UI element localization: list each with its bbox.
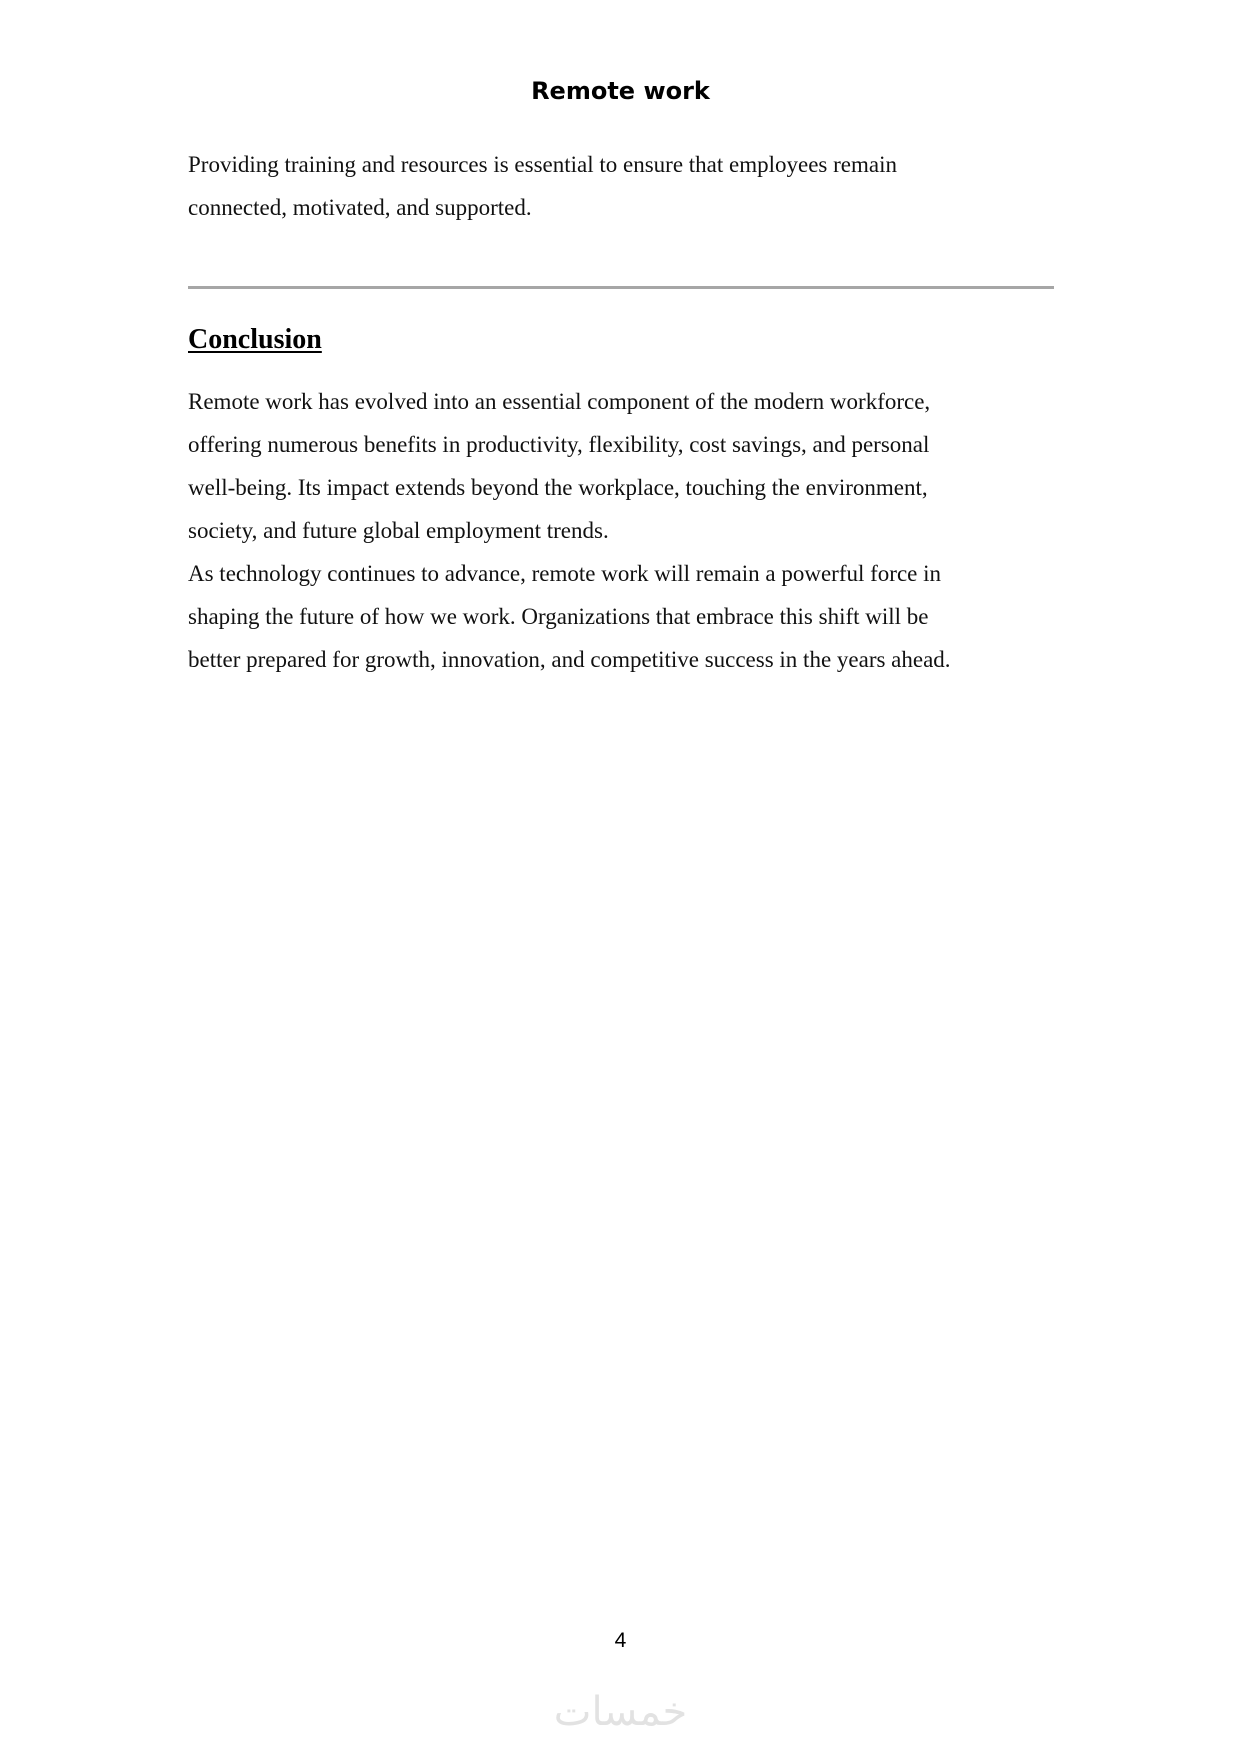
conclusion-line: better prepared for growth, innovation, and competitive success in the years ahead. <box>188 647 951 672</box>
conclusion-heading: Conclusion <box>188 324 322 355</box>
intro-line: connected, motivated, and supported. <box>188 195 532 220</box>
conclusion-line: society, and future global employment trends. <box>188 518 609 543</box>
intro-line: Providing training and resources is essential to ensure that employees remain <box>188 152 897 177</box>
conclusion-line: well-being. Its impact extends beyond the workplace, touching the environment, <box>188 475 928 500</box>
conclusion-line: shaping the future of how we work. Organizations that embrace this shift will be <box>188 604 929 629</box>
page-number: 4 <box>614 1629 627 1652</box>
intro-paragraph <box>188 143 1068 229</box>
conclusion-line: Remote work has evolved into an essential component of the modern workforce, <box>188 389 931 414</box>
page-header-title: Remote work <box>531 77 710 105</box>
watermark-logo: خمسات <box>553 1689 688 1735</box>
conclusion-line: offering numerous benefits in productivity, flexibility, cost savings, and personal <box>188 432 930 457</box>
section-divider <box>188 286 1054 289</box>
conclusion-line: As technology continues to advance, remote work will remain a powerful force in <box>188 561 942 586</box>
conclusion-paragraph <box>188 380 1068 681</box>
